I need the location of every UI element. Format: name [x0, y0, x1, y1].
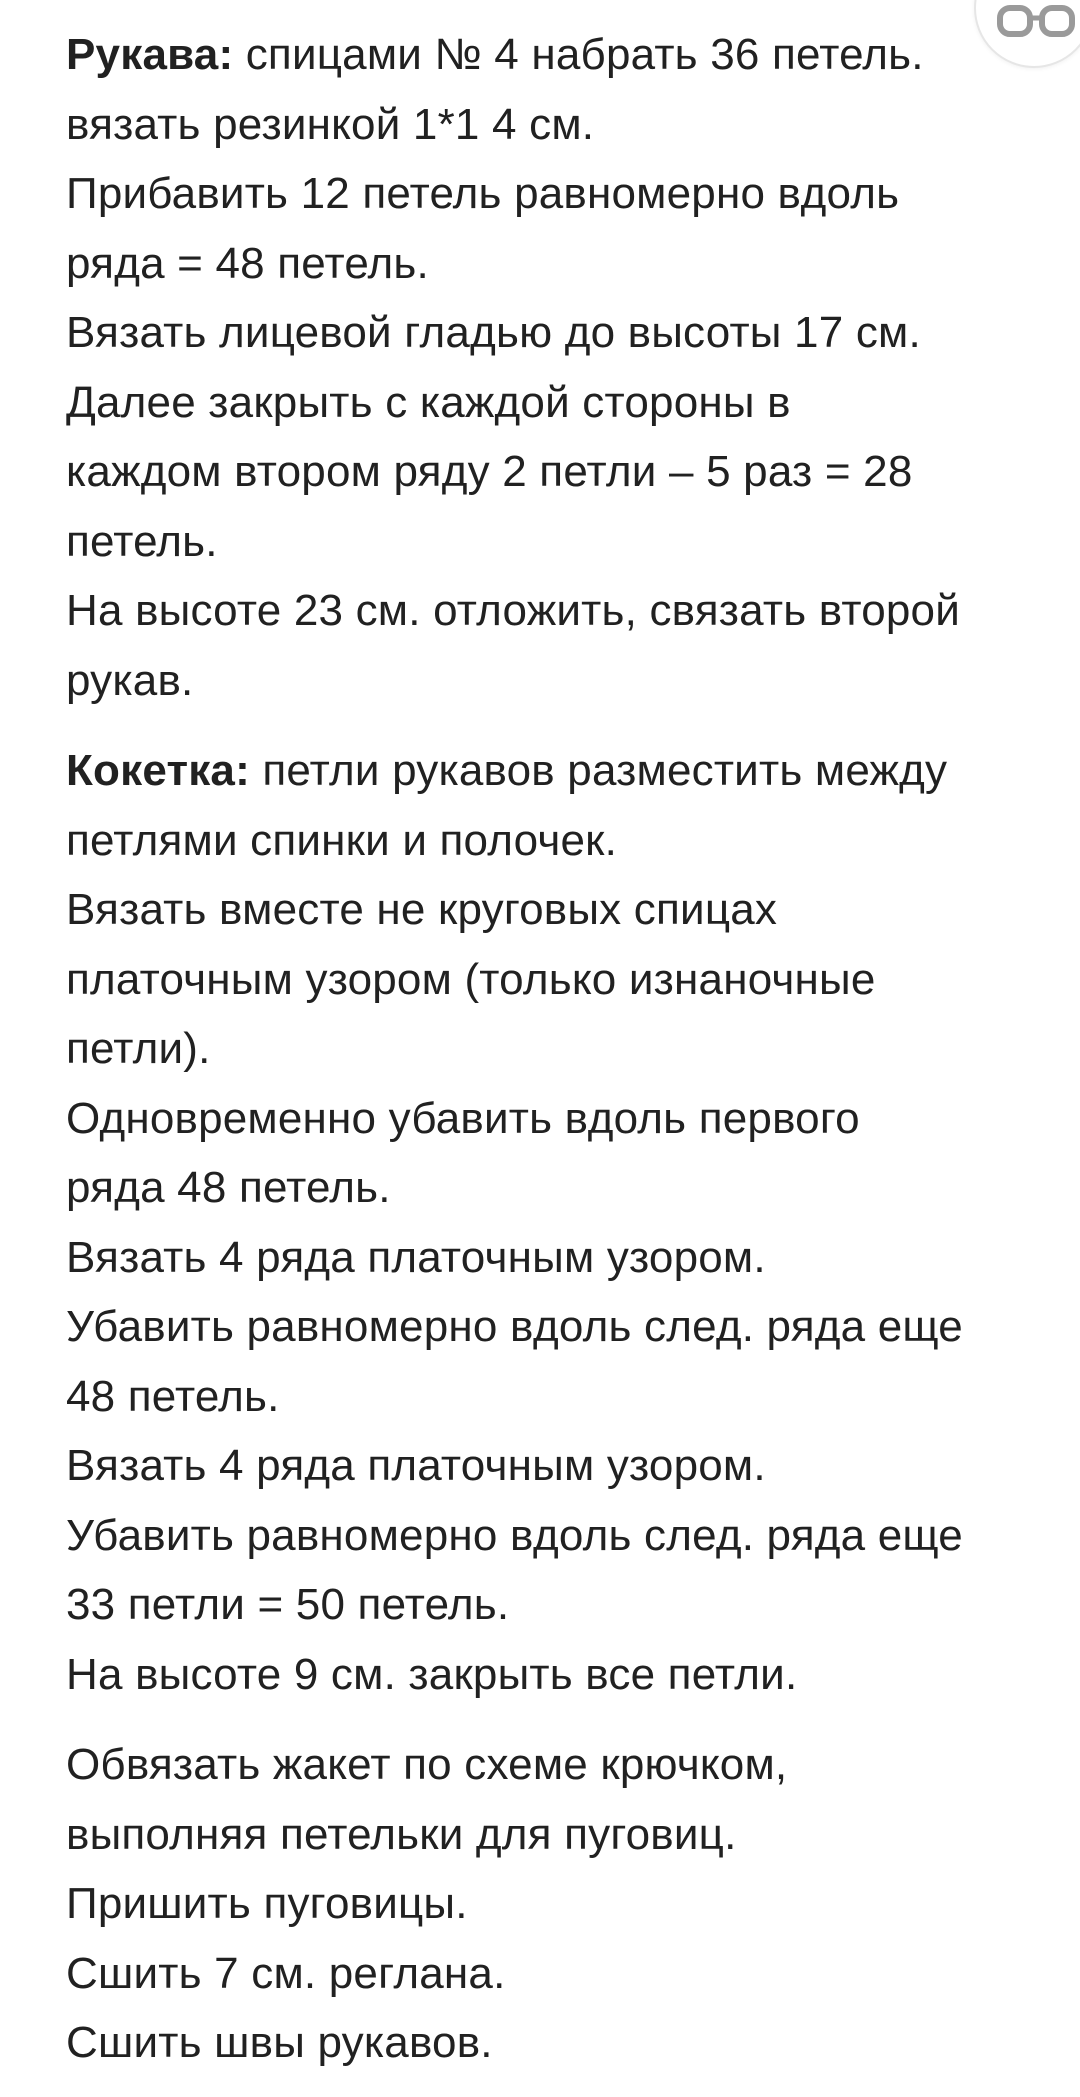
text-line: вязать резинкой 1*1 4 см.	[66, 99, 595, 149]
text-line: Сшить 7 см. реглана.	[66, 1948, 506, 1998]
line-text: петли рукавов разместить между	[249, 746, 948, 795]
text-line: На высоте 23 см. отложить, связать второй	[66, 586, 961, 635]
text-line: 48 петель.	[66, 1371, 280, 1421]
text-line: Вязать лицевой гладью до высоты 17 см.	[66, 308, 921, 357]
text-line: Прибавить 12 петель равномерно вдоль	[66, 169, 900, 218]
text-line	[66, 20, 1026, 90]
section-finishing	[66, 1730, 1026, 2078]
text-line: Сшить швы рукавов.	[66, 2018, 493, 2067]
text-line	[66, 736, 1026, 806]
text-line: ряда 48 петель.	[66, 1163, 391, 1212]
text-line: Пришить пуговицы.	[66, 1879, 468, 1928]
section-sleeves	[66, 20, 1026, 715]
text-line: На высоте 9 см. закрыть все петли.	[66, 1649, 798, 1699]
section-heading: Рукава:	[66, 30, 234, 79]
line-text: спицами № 4 набрать 36 петель.	[233, 30, 924, 79]
text-line: ряда = 48 петель.	[66, 238, 429, 288]
section-heading: Кокетка:	[66, 746, 250, 795]
text-line: Одновременно убавить вдоль первого	[66, 1093, 860, 1143]
text-line: петель.	[66, 516, 218, 566]
text-line: Убавить равномерно вдоль след. ряда еще	[66, 1510, 963, 1560]
article-text	[66, 20, 1026, 2078]
text-line: Вязать вместе не круговых спицах	[66, 885, 778, 934]
text-line: каждом втором ряду 2 петли – 5 раз = 28	[66, 447, 913, 496]
text-line: платочным узором (только изнаночные	[66, 954, 876, 1004]
text-line: Вязать 4 ряда платочным узором.	[66, 1441, 766, 1490]
text-line: рукав.	[66, 655, 194, 705]
text-line: Далее закрыть с каждой стороны в	[66, 377, 791, 427]
text-line: Вязать 4 ряда платочным узором.	[66, 1232, 766, 1282]
section-yoke	[66, 736, 1026, 1709]
text-line: 33 петли = 50 петель.	[66, 1580, 510, 1629]
text-line: петлями спинки и полочек.	[66, 815, 618, 865]
text-line: Убавить равномерно вдоль след. ряда еще	[66, 1302, 963, 1351]
text-line: выполняя петельки для пуговиц.	[66, 1809, 737, 1859]
text-line: петли).	[66, 1024, 211, 1073]
text-line: Обвязать жакет по схеме крючком,	[66, 1740, 788, 1789]
